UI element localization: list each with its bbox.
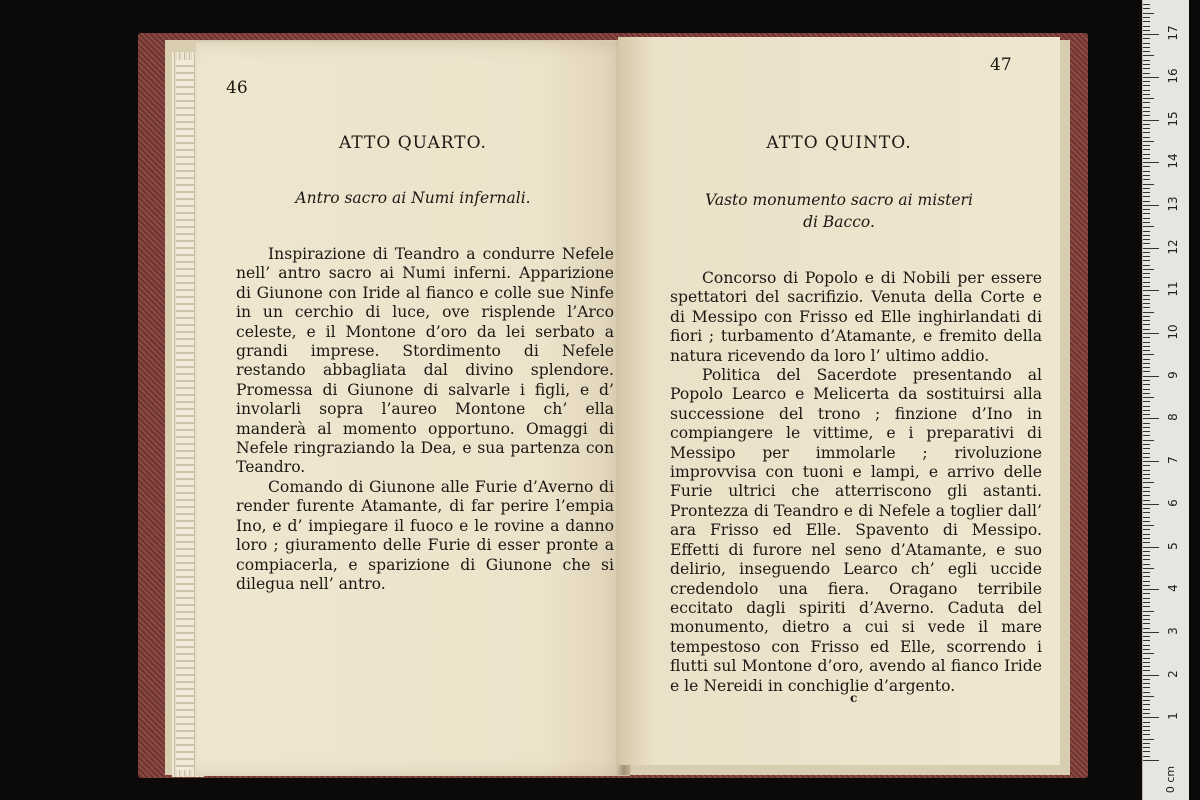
ruler-tick [1143,389,1150,390]
ruler-tick [1143,205,1159,206]
ruler-tick [1143,4,1150,5]
ruler-tick [1143,730,1150,731]
ruler-tick [1143,418,1159,419]
ruler-tick [1143,704,1150,705]
right-scene-title [618,189,1060,233]
signature-mark: c [850,691,858,705]
measuring-ruler [1142,0,1189,800]
right-paragraph-1: Concorso di Popolo e di Nobili per essere spettatori del sacrifizio. Venuta della Corte e di Messipo con Frisso ed Elle inghirlandati di fiori ; turbamento d’Atamante, e fremito della natura ricevendo da loro l’ ultimo addio. [670,269,1042,365]
ruler-tick [1143,73,1150,74]
ruler-tick [1143,726,1150,727]
ruler-tick [1143,423,1150,424]
ruler-tick [1143,154,1150,155]
ruler-tick [1143,269,1154,270]
ruler-tick [1143,8,1150,9]
ruler-tick [1143,218,1150,219]
ruler-tick [1143,431,1150,432]
ruler-tick [1143,662,1150,663]
ruler-tick [1143,440,1154,441]
ruler-tick [1143,350,1150,351]
ruler-tick [1143,478,1150,479]
ruler-tick [1143,508,1150,509]
ruler-tick [1143,248,1159,249]
ruler-tick [1143,448,1150,449]
ruler-tick [1143,581,1150,582]
stitched-spine [176,60,194,770]
ruler-tick [1143,649,1150,650]
ruler-tick [1143,231,1150,232]
ruler-tick [1143,47,1150,48]
ruler-tick [1143,683,1150,684]
ruler-tick [1143,679,1150,680]
ruler-tick [1143,30,1150,31]
ruler-tick [1143,747,1150,748]
ruler-tick [1143,256,1150,257]
ruler-tick [1143,38,1150,39]
ruler-tick [1143,265,1150,266]
ruler-tick [1143,239,1150,240]
ruler-tick [1143,760,1159,761]
left-act-title: ATTO QUARTO. [339,133,487,153]
ruler-tick [1143,751,1150,752]
ruler-tick [1143,414,1150,415]
ruler-tick [1143,401,1150,402]
ruler-tick [1143,645,1150,646]
ruler-tick [1143,572,1150,573]
ruler-tick [1143,457,1150,458]
ruler-tick [1143,474,1150,475]
ruler-tick [1143,26,1150,27]
ruler-tick [1143,461,1159,462]
ruler-tick [1143,640,1150,641]
ruler-tick [1143,606,1150,607]
ruler-tick [1143,102,1150,103]
ruler-tick [1143,692,1150,693]
ruler-tick [1143,670,1150,671]
ruler-tick [1143,397,1154,398]
ruler-tick [1143,333,1159,334]
ruler-tick [1143,589,1159,590]
right-body-text [670,269,1042,696]
ruler-tick [1143,188,1150,189]
ruler-tick [1143,77,1159,78]
ruler-tick [1143,559,1150,560]
ruler-tick [1143,521,1150,522]
ruler-tick [1143,290,1159,291]
left-page-number: 46 [226,78,248,98]
ruler-tick [1143,756,1150,757]
ruler-tick [1143,585,1150,586]
ruler-tick [1143,299,1150,300]
left-page [196,42,630,776]
ruler-tick [1143,51,1150,52]
ruler-tick [1143,85,1150,86]
ruler-tick [1143,252,1150,253]
ruler-tick [1143,529,1150,530]
ruler-tick [1143,149,1150,150]
right-act-title: ATTO QUINTO. [766,133,912,153]
ruler-tick [1143,17,1150,18]
ruler-tick [1143,576,1150,577]
ruler-tick [1143,632,1159,633]
ruler-tick [1143,196,1150,197]
ruler-tick [1143,124,1150,125]
ruler-number: 1 [1166,712,1180,721]
ruler-tick [1143,329,1150,330]
ruler-number: 12 [1166,238,1180,255]
ruler-tick [1143,734,1150,735]
ruler-number: 7 [1166,456,1180,464]
ruler-tick [1143,619,1150,620]
ruler-tick [1143,658,1150,659]
ruler-tick [1143,243,1150,244]
ruler-tick [1143,384,1150,385]
right-scene-line-1: Vasto monumento sacro ai misteri [705,191,973,209]
ruler-tick [1143,709,1150,710]
right-page [618,37,1060,765]
ruler-tick [1143,346,1150,347]
ruler-tick [1143,222,1150,223]
ruler-tick [1143,444,1150,445]
ruler-tick [1143,137,1150,138]
ruler-tick [1143,226,1154,227]
ruler-tick [1143,337,1150,338]
ruler-tick [1143,628,1150,629]
ruler-tick [1143,743,1150,744]
ruler-tick [1143,555,1150,556]
ruler-tick [1143,94,1150,95]
ruler-tick [1143,107,1150,108]
ruler-tick [1143,171,1150,172]
ruler-tick [1143,213,1150,214]
ruler-tick [1143,525,1154,526]
ruler-tick [1143,354,1154,355]
ruler-tick [1143,487,1150,488]
ruler-number: 14 [1166,153,1180,169]
ruler-tick [1143,363,1150,364]
ruler-tick [1143,120,1159,121]
ruler-number: 8 [1166,413,1180,422]
ruler-tick [1143,303,1150,304]
ruler-tick [1143,371,1150,372]
ruler-tick [1143,68,1150,69]
ruler-tick [1143,611,1154,612]
ruler-tick [1143,666,1150,667]
right-scene-line-2: di Bacco. [803,213,875,231]
ruler-tick [1143,512,1150,513]
ruler-tick [1143,427,1150,428]
right-paragraph-2: Politica del Sacerdote presentando al Popolo Learco e Melicerta da sostituirsi alla successione del trono ; finzione d’Ino in compiangere le vittime, e i preparativi di Messipo per immolarle ; rivoluzione improvvisa con tuoni e lampi, e arrivo delle Furie ultrici che atterriscono gli astanti. Prontezza di Teandro e di Nefele a toglier dall’ ara Frisso ed Elle. Spavento di Messipo. Effetti di furore nel seno d’Atamante, e suo delirio, inseguendo Learco ch’ egli uccide credendolo una fiera. Oragano terribile eccitato dagli spiriti d’Averno. Caduta del monumento, dietro a cui si vede il mare tempestoso con Frisso ed Elle, scorrendo i flutti sul Montone d’oro, avendo al fianco Iride e le Nereidi in conchiglie d’argento. [670,366,1042,695]
ruler-tick [1143,90,1150,91]
ruler-number: 4 [1166,584,1180,593]
ruler-tick [1143,435,1150,436]
ruler-unit-label: 0 cm [1164,765,1178,794]
ruler-tick [1143,623,1150,624]
ruler-tick [1143,367,1150,368]
ruler-tick [1143,675,1159,676]
ruler-number: 2 [1166,669,1180,678]
ruler-tick [1143,564,1150,565]
ruler-tick [1143,295,1150,296]
ruler-tick [1143,55,1154,56]
ruler-tick [1143,342,1150,343]
ruler-tick [1143,393,1150,394]
ruler-tick [1143,568,1154,569]
ruler-tick [1143,98,1154,99]
ruler-tick [1143,504,1159,505]
ruler-number: 16 [1166,68,1180,84]
ruler-number: 15 [1166,110,1180,127]
left-body-text [236,245,614,594]
ruler-tick [1143,307,1150,308]
ruler-tick [1143,184,1154,185]
ruler-tick [1143,482,1154,483]
ruler-tick [1143,320,1150,321]
ruler-tick [1143,593,1150,594]
ruler-tick [1143,34,1159,35]
ruler-tick [1143,359,1150,360]
ruler-tick [1143,81,1150,82]
ruler-tick [1143,324,1150,325]
ruler-tick [1143,277,1150,278]
ruler-tick [1143,64,1150,65]
ruler-tick [1143,201,1150,202]
ruler-tick [1143,145,1150,146]
ruler-tick [1143,192,1150,193]
ruler-tick [1143,602,1150,603]
ruler-tick [1143,713,1150,714]
ruler-tick [1143,653,1154,654]
ruler-tick [1143,551,1150,552]
ruler-tick [1143,13,1154,14]
ruler-number: 5 [1166,541,1180,550]
ruler-tick [1143,175,1150,176]
ruler-tick [1143,376,1159,377]
ruler-tick [1143,273,1150,274]
ruler-tick [1143,696,1154,697]
ruler-tick [1143,312,1154,313]
ruler-tick [1143,286,1150,287]
ruler-tick [1143,598,1150,599]
ruler-tick [1143,260,1150,261]
left-scene-title: Antro sacro ai Numi infernali. [295,189,531,207]
ruler-tick [1143,410,1150,411]
ruler-number: 3 [1166,627,1180,635]
ruler-tick [1143,739,1154,740]
ruler-tick [1143,162,1159,163]
ruler-tick [1143,542,1150,543]
ruler-number: 10 [1166,324,1180,340]
ruler-tick [1143,235,1150,236]
ruler-number: 6 [1166,498,1180,507]
ruler-tick [1143,517,1150,518]
ruler-tick [1143,209,1150,210]
ruler-tick [1143,43,1150,44]
ruler-number: 17 [1166,25,1180,41]
ruler-tick [1143,722,1150,723]
ruler-tick [1143,21,1150,22]
ruler-tick [1143,717,1159,718]
right-page-number: 47 [990,55,1012,75]
ruler-tick [1143,700,1150,701]
ruler-tick [1143,141,1154,142]
ruler-tick [1143,316,1150,317]
ruler-tick [1143,500,1150,501]
ruler-tick [1143,636,1150,637]
ruler-number: 9 [1166,370,1180,379]
left-paragraph-1: Inspirazione di Teandro a condurre Nefele nell’ antro sacro ai Numi inferni. Apparizione di Giunone con Iride al fianco e colle sue Ninfe in un cerchio di luce, ove risplende l’Arco celeste, e il Montone d’oro da lei serbato a grandi imprese. Stordimento di Nefele restando abbagliata dal divino splendore. Promessa di Giunone di salvarle i figli, e d’ involarli sopra l’aureo Montone ch’ ella manderà al momento opportuno. Omaggi di Nefele ringraziando la Dea, e sua partenza con Teandro. [236,245,614,477]
ruler-tick [1143,179,1150,180]
ruler-tick [1143,111,1150,112]
ruler-tick [1143,166,1150,167]
ruler-tick [1143,453,1150,454]
ruler-tick [1143,158,1150,159]
ruler-tick [1143,470,1150,471]
ruler-number: 13 [1166,196,1180,212]
ruler-tick [1143,282,1150,283]
ruler-tick [1143,687,1150,688]
ruler-tick [1143,115,1150,116]
ruler-tick [1143,547,1159,548]
ruler-tick [1143,615,1150,616]
ruler-tick [1143,406,1150,407]
ruler-tick [1143,534,1150,535]
ruler-number: 11 [1166,281,1180,297]
ruler-tick [1143,60,1150,61]
ruler-tick [1143,465,1150,466]
ruler-tick [1143,491,1150,492]
ruler-tick [1143,380,1150,381]
ruler-tick [1143,538,1150,539]
ruler-tick [1143,132,1150,133]
left-paragraph-2: Comando di Giunone alle Furie d’Averno di render furente Atamante, di far perire l’empia Ino, e d’ impiegare il fuoco e le rovine a danno loro ; giuramento delle Furie di esser pronte a compiacerla, e sparizione di Giunone che si dilegua nell’ antro. [236,477,614,593]
ruler-tick [1143,495,1150,496]
ruler-tick [1143,128,1150,129]
